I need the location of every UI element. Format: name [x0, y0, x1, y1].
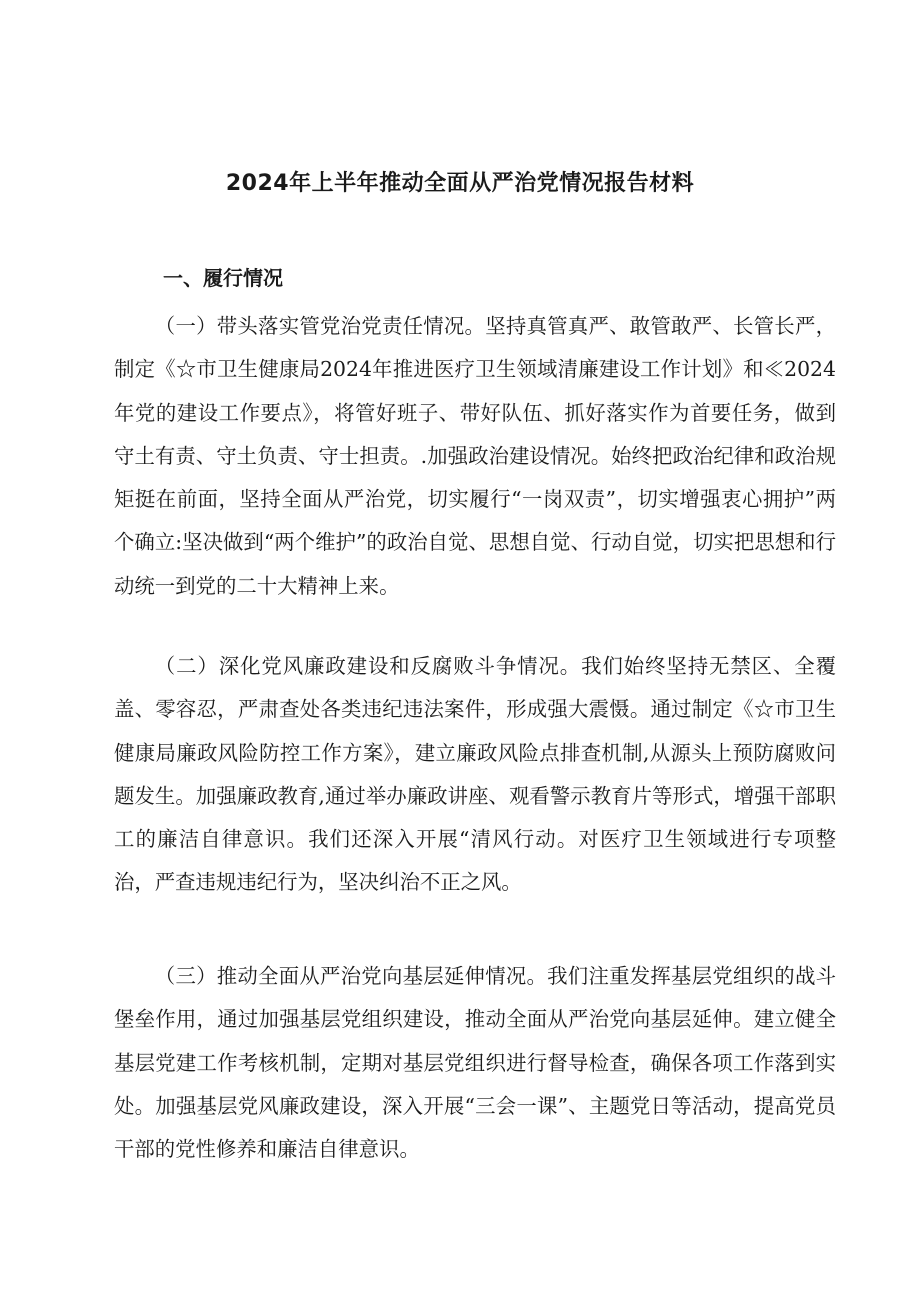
section-heading: 一、履行情况 — [163, 266, 283, 290]
document-title: 2024年上半年推动全面从严治党情况报告材料 — [225, 171, 695, 196]
paragraph-responsibility: （一）带头落实管党治党责任情况。坚持真管真严、敢管敢严、长管长严，制定《☆市卫生健康局2024年推进医疗卫生领域清廉建设工作计划》和≪2024年党的建设工作要点》，将管好班子、带好队伍、抓好落实作为首要任务，做到守土有责、守土负责、守士担责。.加强政治建设情况。始终把政治纪律和政治规矩挺在前面，坚持全面从严治党，切实履行“一岗双责”，切实增强衷心拥护”两个确立:坚决做到“两个维护”的政治自觉、思想自觉、行动自觉，切实把思想和行动统一到党的二十大精神上来。 — [114, 314, 836, 598]
paragraph-anti-corruption: （二）深化党风廉政建设和反腐败斗争情况。我们始终坚持无禁区、全覆盖、零容忍，严肃查处各类违纪违法案件，形成强大震慑。通过制定《☆市卫生健康局廉政风险防控工作方案》，建立廉政风险点排查机制,从源头上预防腐败问题发生。加强廉政教育,通过举办廉政讲座、观看警示教育片等形式，增强干部职工的廉洁自律意识。我们还深入开展“清风行动。对医疗卫生领域进行专项整治，严查违规违纪行为，坚决纠治不正之风。 — [114, 654, 836, 895]
paragraph-grassroots: （三）推动全面从严治党向基层延伸情况。我们注重发挥基层党组织的战斗堡垒作用，通过加强基层党组织建设，推动全面从严治党向基层延伸。建立健全基层党建工作考核机制，定期对基层党组织进行督导检查，确保各项工作落到实处。加强基层党风廉政建设，深入开展“三会一课”、主题党日等活动，提高党员干部的党性修养和廉洁自律意识。 — [114, 964, 836, 1162]
